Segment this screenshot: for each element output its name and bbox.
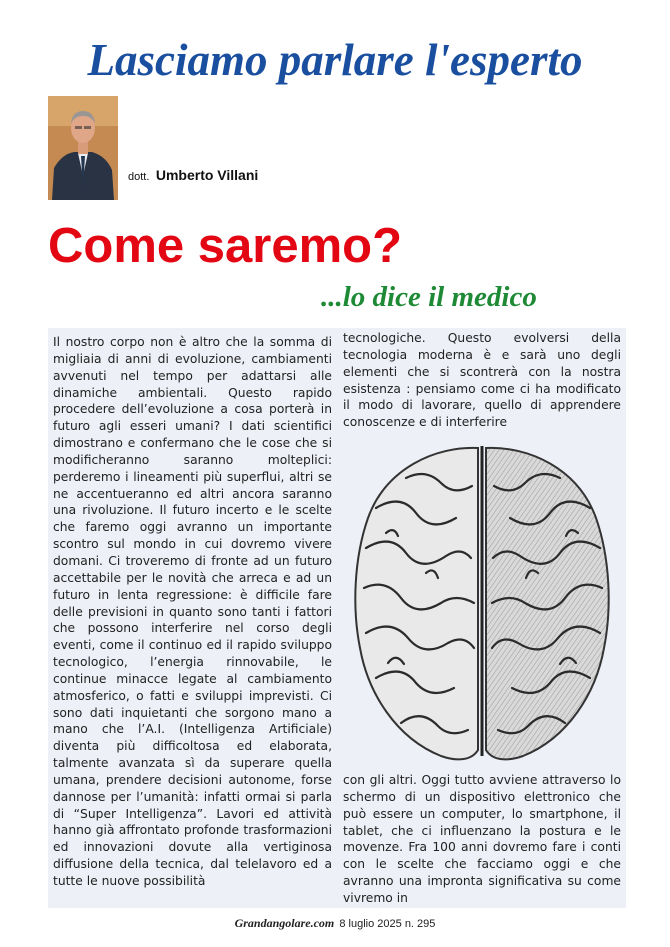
author-portrait-image	[48, 96, 118, 200]
article-right-column-bottom: con gli altri. Oggi tutto avviene attraverso lo schermo di un dispositivo elettronico che può essere un computer, lo smartphone, il tablet, che ci influenzano la postura e le movenze. Fra 100 anni dovremo fare i conti con le scelte che facciamo oggi e che avranno una impronta significativa su come vivremo in	[343, 773, 621, 905]
author-name: Umberto Villani	[155, 167, 259, 183]
article-headline: Come saremo?	[48, 219, 403, 273]
brain-icon	[346, 438, 618, 768]
article-subheadline: ...lo dice il medico	[321, 281, 537, 313]
author-photo	[48, 96, 118, 200]
footer-site: Grandangolare.com	[234, 916, 335, 930]
author-byline	[128, 168, 258, 184]
page-title: Lasciamo parlare l'esperto	[87, 35, 583, 85]
article-right-column-top: tecnologiche. Questo evolversi della tecnologia moderna è e sarà uno degli elementi che si scontrerà con la nostra esistenza : pensiamo come ci ha modificato il modo di lavorare, quello di apprendere conoscenze e di interferire	[343, 331, 621, 430]
footer-date: 8 luglio 2025 n. 295	[339, 918, 436, 930]
author-prefix: dott.	[128, 171, 150, 183]
page-footer	[0, 914, 670, 930]
brain-illustration	[346, 438, 618, 768]
article-left-column: Il nostro corpo non è altro che la somma di migliaia di anni di evoluzione, cambiamenti avvenuti nel tempo per adattarsi alle dinamiche ambientali. Questo rapido procedere dell’evoluzione a cosa porterà in futuro agli esseri umani? I dati scientifici dimostrano e confermano che le cose che si modificheranno saranno molteplici: perderemo i lineamenti più superflui, altri se ne accentueranno ed altri ancora saranno una rivoluzione. Il futuro incerto e le scelte che faremo oggi avranno un importante scontro sul mondo in cui dovremo vivere domani. Ci troveremo di fronte ad un futuro accettabile per le novità che arreca e ad un futuro in lenta regressione: è difficile fare delle previsioni in quanto sono tanti i fattori che possono interferire nel corso degli eventi, come il continuo ed il rapido sviluppo tecnologico, l’energia rinnovabile, le continue minacce legate al cambiamento atmosferico, o fatti e sviluppi imprevisti. Ci sono dati inquietanti che sorgono mano a mano che l’A.I. (Intelligenza Artificiale) diventa più difficoltosa ed elaborata, talmente avanzata sì da superare quella umana, prendere decisioni autonome, forse dannose per l’umanità: infatti ormai si parla di “Super Intelligenza”. Lavori ed attività hanno già affrontato profonde trasformazioni ed innovazioni dovute alla vertiginosa diffusione della tecnica, dal telelavoro ed a tutte le nuove possibilità	[53, 335, 332, 888]
article-body	[48, 328, 626, 908]
